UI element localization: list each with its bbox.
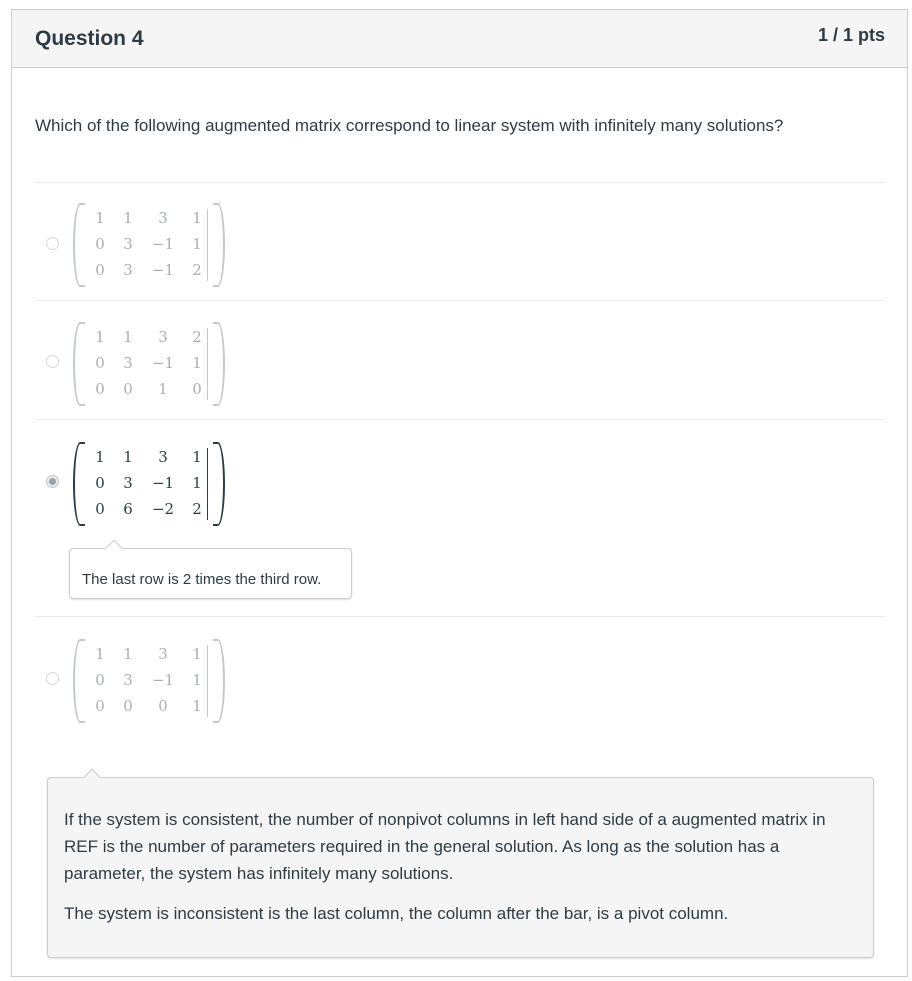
matrix-cell: 6 <box>123 500 133 518</box>
matrix-cell: 1 <box>192 697 202 715</box>
matrix-cell: 3 <box>158 328 168 346</box>
matrix-cell: −1 <box>151 354 175 372</box>
question-title: Question 4 <box>35 27 144 50</box>
general-comment <box>47 777 874 958</box>
matrix-cell: 0 <box>95 671 105 689</box>
matrix-cell: −1 <box>151 261 175 279</box>
left-paren <box>73 322 85 406</box>
matrix-cell: 1 <box>95 328 105 346</box>
matrix-cell: 1 <box>192 448 202 466</box>
matrix-cell: 0 <box>123 697 133 715</box>
matrix-cell: −2 <box>151 500 175 518</box>
matrix-cell: 0 <box>95 697 105 715</box>
matrix-cell: 3 <box>123 235 133 253</box>
right-paren <box>213 639 225 723</box>
left-paren <box>73 442 85 526</box>
matrix-cell: 0 <box>95 261 105 279</box>
left-paren <box>73 203 85 287</box>
matrix-cell: 1 <box>123 448 133 466</box>
matrix-cell: 0 <box>95 380 105 398</box>
answer-radio-3-selected[interactable] <box>46 475 59 488</box>
matrix-cell: 1 <box>192 671 202 689</box>
matrix-cell: 3 <box>123 261 133 279</box>
right-paren <box>213 203 225 287</box>
question-text: Which of the following augmented matrix correspond to linear system with infinitely many solutions? <box>35 116 784 135</box>
comment-arrow <box>84 769 101 786</box>
answer-radio-4[interactable] <box>46 672 59 685</box>
question-points: 1 / 1 pts <box>817 25 885 45</box>
matrix-cell: −1 <box>151 235 175 253</box>
question-card <box>11 9 908 977</box>
general-comment-paragraph-1: If the system is consistent, the number of nonpivot columns in left hand side of a augmented matrix in REF is the number of parameters required in the general solution. As long as the solution has a parameter, the system has infinitely many solutions. <box>64 810 826 883</box>
matrix-cell: 0 <box>95 235 105 253</box>
answer-radio-2[interactable] <box>46 355 59 368</box>
matrix-cell: 0 <box>95 474 105 492</box>
general-comment-paragraph-2: The system is inconsistent is the last column, the column after the bar, is a pivot column. <box>64 904 729 923</box>
answer-matrix-4 <box>73 639 225 723</box>
right-paren <box>213 442 225 526</box>
matrix-cell: 2 <box>192 261 202 279</box>
question-header <box>12 10 907 68</box>
matrix-cell: 2 <box>192 500 202 518</box>
matrix-cell: 1 <box>95 448 105 466</box>
answer-comment-text: The last row is 2 times the third row. <box>82 571 322 588</box>
matrix-cell: 1 <box>95 209 105 227</box>
matrix-cell: 1 <box>123 209 133 227</box>
matrix-cell: 0 <box>95 500 105 518</box>
matrix-cell: 0 <box>95 354 105 372</box>
answer-matrix-1 <box>73 203 225 287</box>
matrix-cell: 3 <box>123 354 133 372</box>
answer-radio-1[interactable] <box>46 237 59 250</box>
answer-comment <box>69 548 352 599</box>
matrix-cell: 1 <box>192 474 202 492</box>
matrix-cell: 1 <box>123 328 133 346</box>
left-paren <box>73 639 85 723</box>
matrix-cell: 1 <box>192 209 202 227</box>
matrix-cell: 3 <box>123 671 133 689</box>
matrix-cell: 1 <box>95 645 105 663</box>
matrix-cell: 3 <box>158 448 168 466</box>
matrix-cell: 2 <box>192 328 202 346</box>
matrix-cell: 3 <box>158 209 168 227</box>
matrix-cell: 3 <box>123 474 133 492</box>
matrix-cell: 0 <box>158 697 168 715</box>
matrix-cell: 0 <box>192 380 202 398</box>
matrix-cell: −1 <box>151 671 175 689</box>
matrix-cell: 1 <box>192 235 202 253</box>
matrix-cell: 3 <box>158 645 168 663</box>
matrix-cell: 1 <box>192 354 202 372</box>
answer-matrix-3 <box>73 442 225 526</box>
matrix-cell: 0 <box>123 380 133 398</box>
right-paren <box>213 322 225 406</box>
answer-matrix-2 <box>73 322 225 406</box>
matrix-cell: 1 <box>192 645 202 663</box>
matrix-cell: 1 <box>123 645 133 663</box>
matrix-cell: 1 <box>158 380 168 398</box>
matrix-cell: −1 <box>151 474 175 492</box>
